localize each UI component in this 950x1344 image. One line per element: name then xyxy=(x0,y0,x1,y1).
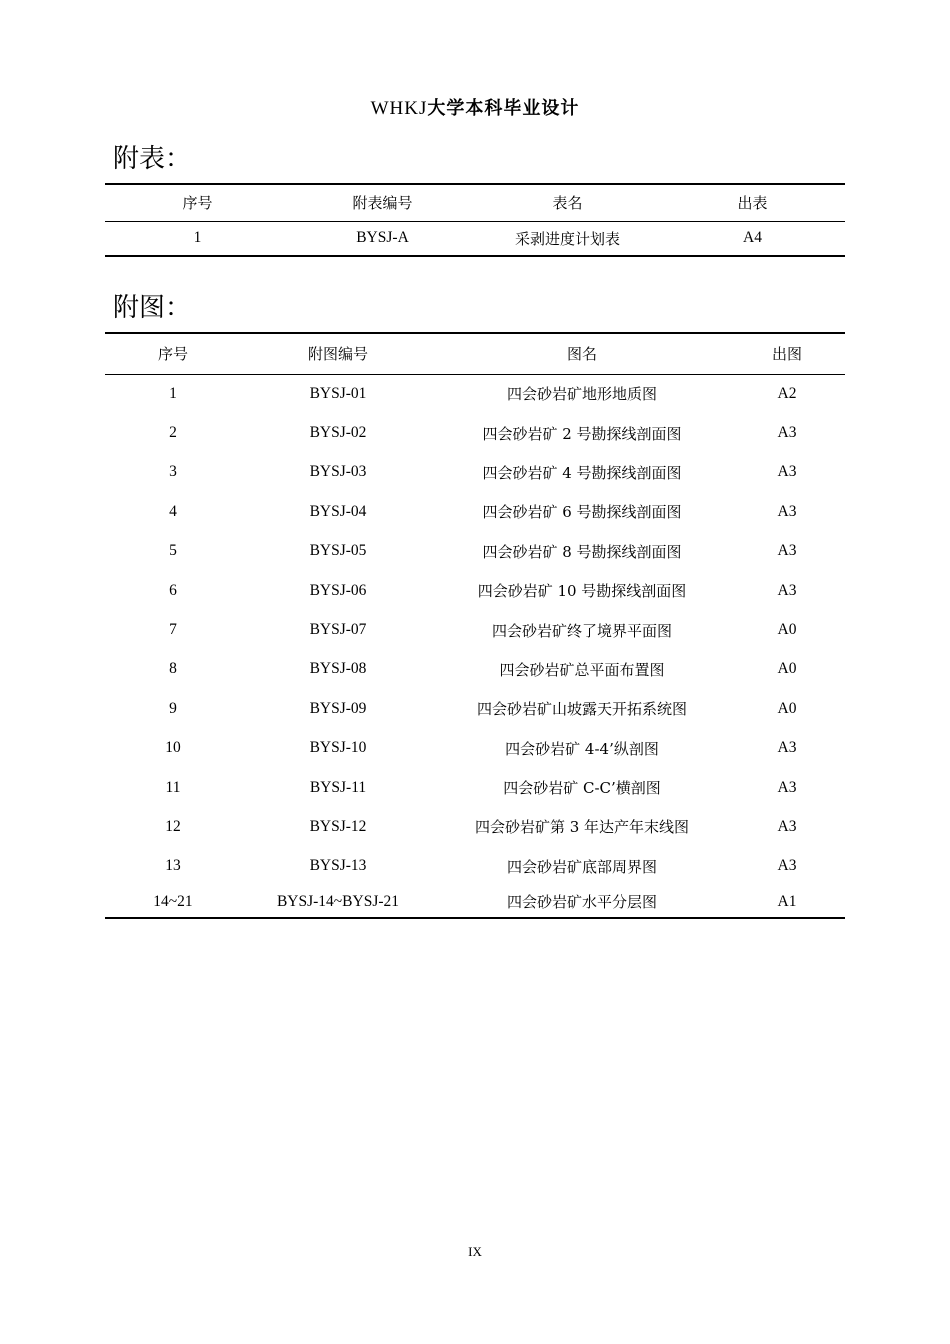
cell-index: 9 xyxy=(169,699,177,717)
page-header xyxy=(0,94,950,120)
cell-size: A2 xyxy=(777,384,797,402)
cell-name: 四会砂岩矿山坡露天开拓系统图 xyxy=(476,700,687,719)
cell-size: A3 xyxy=(777,542,797,560)
cell-name: 四会砂岩矿地形地质图 xyxy=(506,385,657,404)
cell-index: 6 xyxy=(169,581,177,599)
cell-name: 四会砂岩矿 2 号勘探线剖面图 xyxy=(482,424,682,443)
cell-index: 3 xyxy=(169,463,177,481)
cell-code: BYSJ-12 xyxy=(309,817,367,835)
cell-name: 四会砂岩矿水平分层图 xyxy=(506,893,657,912)
cell-name: 四会砂岩矿 4-4’纵剖图 xyxy=(505,739,659,758)
cell-name: 四会砂岩矿底部周界图 xyxy=(506,857,657,876)
cell-code: BYSJ-09 xyxy=(309,699,367,717)
cell-index: 1 xyxy=(193,229,202,247)
cell-size: A0 xyxy=(777,621,797,639)
table-row xyxy=(105,374,845,413)
cell-code: BYSJ-14~BYSJ-21 xyxy=(276,892,400,910)
cell-code: BYSJ-11 xyxy=(309,778,367,796)
table-row xyxy=(105,729,845,768)
cell-code: BYSJ-03 xyxy=(309,463,367,481)
table-row xyxy=(105,571,845,610)
col-header-index: 序号 xyxy=(105,333,241,374)
table-row xyxy=(105,886,845,918)
cell-size: A3 xyxy=(777,857,797,875)
cell-name: 四会砂岩矿 10 号勘探线剖面图 xyxy=(477,582,687,601)
cell-name: 四会砂岩矿终了境界平面图 xyxy=(491,621,672,640)
table-row xyxy=(105,221,845,256)
cell-index: 7 xyxy=(169,621,177,639)
cell-name: 四会砂岩矿 6 号勘探线剖面图 xyxy=(482,503,682,522)
col-header-size: 出图 xyxy=(729,333,845,374)
cell-index: 5 xyxy=(169,542,177,560)
cell-code: BYSJ-05 xyxy=(309,542,367,560)
cell-code: BYSJ-02 xyxy=(309,424,367,442)
header-title: 大学本科毕业设计 xyxy=(427,98,580,119)
table-row xyxy=(105,413,845,452)
table-row xyxy=(105,610,845,649)
cell-code: BYSJ-08 xyxy=(309,660,367,678)
table-row xyxy=(105,847,845,886)
cell-size: A3 xyxy=(777,817,797,835)
cell-code: BYSJ-13 xyxy=(309,857,367,875)
cell-name: 四会砂岩矿 C-C’横剖图 xyxy=(503,779,661,798)
col-header-name: 表名 xyxy=(475,184,660,221)
cell-index: 14~21 xyxy=(153,892,193,910)
col-header-code: 附图编号 xyxy=(241,333,435,374)
cell-index: 1 xyxy=(169,384,177,402)
cell-index: 4 xyxy=(169,502,177,520)
cell-index: 13 xyxy=(165,857,181,875)
cell-size: A3 xyxy=(777,424,797,442)
cell-size: A3 xyxy=(777,502,797,520)
cell-size: A1 xyxy=(777,892,797,910)
cell-index: 11 xyxy=(165,778,181,796)
cell-code: BYSJ-07 xyxy=(309,621,367,639)
cell-name: 四会砂岩矿 8 号勘探线剖面图 xyxy=(482,542,682,561)
cell-size: A3 xyxy=(777,463,797,481)
table-header-row xyxy=(105,333,845,374)
cell-code: BYSJ-06 xyxy=(309,581,367,599)
appendix-figures-title: 附图： xyxy=(113,293,192,323)
cell-size: A0 xyxy=(777,699,797,717)
cell-index: 12 xyxy=(165,817,181,835)
col-header-name: 图名 xyxy=(435,333,729,374)
col-header-size: 出表 xyxy=(660,184,845,221)
cell-size: A0 xyxy=(777,660,797,678)
cell-code: BYSJ-01 xyxy=(309,384,367,402)
cell-index: 2 xyxy=(169,424,177,442)
page-number: IX xyxy=(468,1244,482,1259)
table-row xyxy=(105,768,845,807)
table-row xyxy=(105,689,845,728)
cell-size: A3 xyxy=(777,778,797,796)
table-row xyxy=(105,492,845,531)
header-latin: WHKJ xyxy=(370,98,428,119)
table-row xyxy=(105,650,845,689)
cell-index: 8 xyxy=(169,660,177,678)
table-row xyxy=(105,807,845,846)
cell-name: 采剥进度计划表 xyxy=(514,229,620,248)
appendix-table-title: 附表： xyxy=(113,144,192,174)
cell-name: 四会砂岩矿 4 号勘探线剖面图 xyxy=(482,463,682,482)
cell-index: 10 xyxy=(165,739,181,757)
cell-size: A3 xyxy=(777,581,797,599)
cell-name: 四会砂岩矿第 3 年达产年末线图 xyxy=(474,818,690,837)
cell-name: 四会砂岩矿总平面布置图 xyxy=(499,660,665,679)
table-header-row xyxy=(105,184,845,221)
col-header-code: 附表编号 xyxy=(290,184,475,221)
cell-size: A3 xyxy=(777,739,797,757)
col-header-index: 序号 xyxy=(105,184,290,221)
cell-code: BYSJ-10 xyxy=(309,739,367,757)
cell-code: BYSJ-04 xyxy=(309,502,367,520)
cell-code: BYSJ-A xyxy=(356,229,409,247)
appendix-figures-table xyxy=(105,332,845,919)
cell-size: A4 xyxy=(743,229,762,247)
appendix-table xyxy=(105,183,845,257)
table-row xyxy=(105,532,845,571)
table-row xyxy=(105,453,845,492)
